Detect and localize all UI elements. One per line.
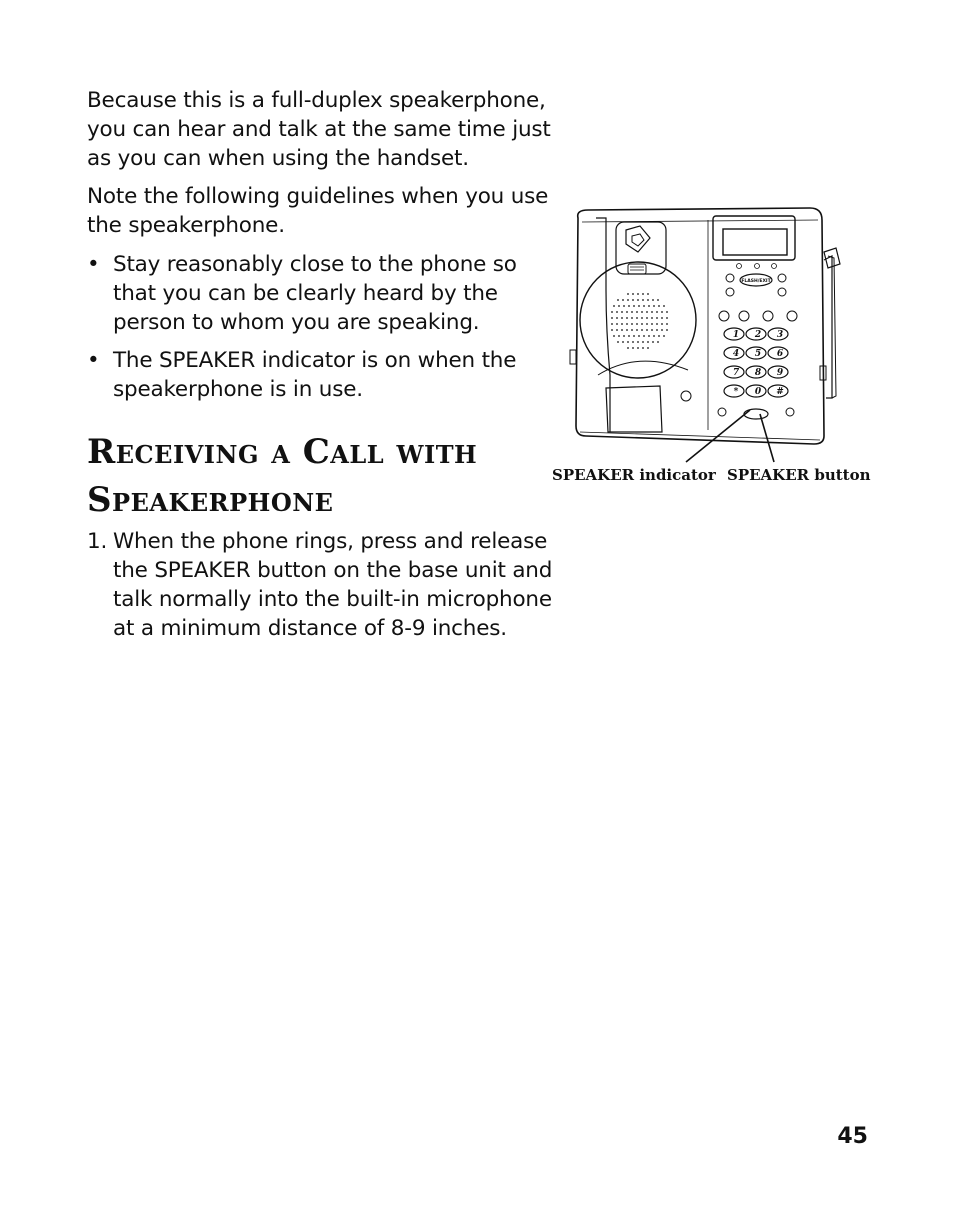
page-number: 45 [837, 1124, 868, 1149]
guideline-text: Stay reasonably close to the phone so that you can be clearly heard by the person to whom you are speaking. [113, 252, 517, 335]
speaker-button-label: SPEAKER button [727, 466, 871, 484]
step-list [87, 527, 557, 643]
guideline-item [87, 250, 557, 337]
bullet-marker: • [87, 252, 100, 277]
speaker-indicator-label: SPEAKER indicator [552, 466, 716, 484]
guideline-list [87, 250, 557, 413]
step-text: When the phone rings, press and release the SPEAKER button on the base unit and talk normally into the built-in microphone at a minimum distance of 8-9 inches. [113, 529, 553, 641]
keypad-key-label: * [733, 387, 739, 397]
keypad-key-label: 2 [754, 330, 762, 340]
step-item [87, 527, 557, 643]
guideline-item [87, 346, 557, 404]
keypad-key-label: 9 [776, 368, 784, 378]
keypad-key-label: 0 [754, 387, 762, 397]
keypad-key-label: 1 [732, 330, 740, 340]
keypad-key-label: 6 [776, 349, 784, 359]
device-brand-text: FLASH/EXIT [741, 279, 771, 284]
keypad-key-label: 4 [732, 349, 740, 359]
keypad-key-label: # [776, 387, 784, 397]
keypad-key-label: 7 [732, 368, 740, 378]
keypad-key-label: 3 [776, 330, 784, 340]
intro-paragraph: Because this is a full-duplex speakerphone, you can hear and talk at the same time just as you can when using the handset. [87, 88, 551, 171]
phone-base-illustration [548, 200, 878, 500]
speaker-grille [611, 293, 668, 349]
keypad-key-label: 8 [754, 368, 762, 378]
note-paragraph: Note the following guidelines when you use the speakerphone. [87, 184, 549, 238]
section-heading: Receiving a Call with Speakerphone [87, 432, 478, 520]
guideline-text: The SPEAKER indicator is on when the speakerphone is in use. [113, 348, 517, 402]
bullet-marker: • [87, 348, 100, 373]
keypad-key-label: 5 [754, 349, 762, 359]
step-number: 1. [87, 529, 108, 554]
